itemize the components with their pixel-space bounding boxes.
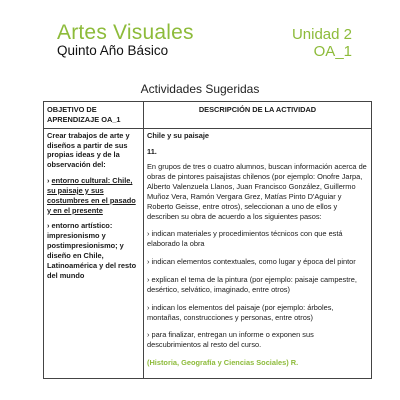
activity-step: › para finalizar, entregan un informe o exponen sus descubrimientos al resto del curso. (147, 330, 314, 350)
activity-step: › explican el tema de la pintura (por ejemplo: paisaje campestre, desértico, selvático, imaginado, entre otros) (147, 274, 357, 294)
subject-title: Artes Visuales (57, 21, 194, 44)
activity-step: › indican elementos contextuales, como lugar y época del pintor (147, 257, 356, 267)
unit-label: Unidad 2 (291, 26, 352, 43)
activity-column-header: DESCRIPCIÓN DE LA ACTIVIDAD (144, 102, 372, 129)
table-header-row (44, 102, 372, 129)
objective-intro: Crear trabajos de arte y diseños a partir de sus propias ideas y de la observación del: (47, 130, 130, 170)
activity-step: › indican los elementos del paisaje (por ejemplo: árboles, montañas, construcciones y personas, entre otros) (147, 302, 334, 322)
objective-bullet-cultural (47, 176, 140, 215)
section-title: Actividades Sugeridas (140, 82, 260, 96)
bullet-marker: › (47, 176, 50, 186)
objective-bullet-artistic: › entorno artístico: impresionismo y postimpresionismo; y diseño en Chile, Latinoamérica y del resto del mundo (47, 221, 137, 280)
page-header (0, 0, 400, 70)
activity-cell (144, 128, 372, 378)
activities-table (43, 101, 372, 379)
activity-intro: En grupos de tres o cuatro alumnos, buscan información acerca de obras de pintores paisajistas chilenos (por ejemplo: Onofre Jarpa, Alberto Valenzuela Llanos, Juan Francisco González, Guillermo Muñoz Vera, Ramón Vergara Grez, Matías Pinto D'Aguiar y Roberto Geisse, entre otros), seleccionan a uno de ellos y describen su obra de acuerdo a los siguientes pasos: (147, 162, 367, 221)
objective-cell (44, 128, 144, 378)
activity-step: › indican materiales y procedimientos técnicos con que está elaborado la obra (147, 229, 343, 249)
activity-number: 11. (147, 146, 157, 156)
objective-column-header: OBJETIVO DE APRENDIZAJE OA_1 (44, 102, 144, 129)
subject-crossref: (Historia, Geografía y Ciencias Sociales) R. (147, 358, 299, 368)
oa-label: OA_1 (313, 43, 352, 60)
table-row (44, 128, 372, 378)
activity-title: Chile y su paisaje (147, 130, 210, 140)
objective-bullet-cultural-text: entorno cultural: Chile, su paisaje y sus costumbres en el pasado y en el presente (47, 176, 136, 215)
grade-subtitle: Quinto Año Básico (57, 43, 169, 58)
